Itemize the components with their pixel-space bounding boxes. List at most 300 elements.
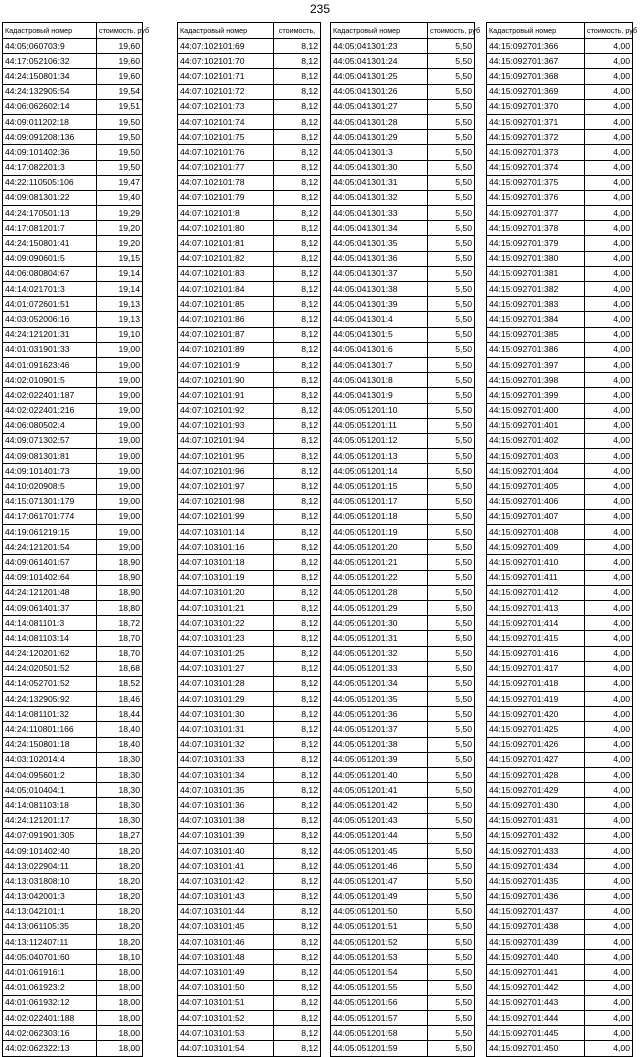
- table-row: [3, 327, 143, 342]
- cadastral-number-cell: 44:07:103101:54: [178, 1041, 274, 1056]
- cadastral-number-cell: 44:05:051201:56: [331, 995, 428, 1010]
- cost-cell: 8,12: [274, 342, 321, 357]
- table-row: [331, 676, 475, 691]
- cost-cell: 4,00: [585, 525, 633, 540]
- cost-cell: 5,50: [428, 661, 475, 676]
- table-row: [3, 130, 143, 145]
- table-row: [487, 646, 633, 661]
- table-row: [331, 509, 475, 524]
- cost-cell: 5,50: [428, 464, 475, 479]
- cadastral-number-cell: 44:05:051201:39: [331, 752, 428, 767]
- cadastral-number-cell: 44:07:103101:43: [178, 889, 274, 904]
- cadastral-number-cell: 44:02:010901:5: [3, 373, 97, 388]
- table-row: [178, 1011, 321, 1026]
- cadastral-number-cell: 44:05:051201:10: [331, 403, 428, 418]
- cost-cell: 4,00: [585, 768, 633, 783]
- cadastral-number-cell: 44:05:041301:38: [331, 282, 428, 297]
- table-row: [331, 828, 475, 843]
- cost-cell: 18,20: [97, 904, 143, 919]
- cost-cell: 4,00: [585, 904, 633, 919]
- cadastral-number-cell: 44:07:091901:305: [3, 828, 97, 843]
- table-row: [331, 130, 475, 145]
- cadastral-number-cell: 44:07:103101:29: [178, 692, 274, 707]
- cost-cell: 19,00: [97, 494, 143, 509]
- table-row: [487, 707, 633, 722]
- cadastral-number-cell: 44:15:092701:376: [487, 190, 585, 205]
- cadastral-number-cell: 44:15:092701:380: [487, 251, 585, 266]
- cost-cell: 5,50: [428, 874, 475, 889]
- table-row: [3, 722, 143, 737]
- cadastral-number-cell: 44:05:051201:57: [331, 1011, 428, 1026]
- cost-cell: 18,90: [97, 570, 143, 585]
- table-row: [331, 919, 475, 934]
- cost-cell: 5,50: [428, 737, 475, 752]
- cadastral-number-cell: 44:14:081101:32: [3, 707, 97, 722]
- cost-cell: 18,00: [97, 995, 143, 1010]
- cadastral-number-cell: 44:24:121201:31: [3, 327, 97, 342]
- table-row: [487, 525, 633, 540]
- table-row: [178, 206, 321, 221]
- cadastral-number-cell: 44:07:103101:28: [178, 676, 274, 691]
- cadastral-number-cell: 44:07:103101:49: [178, 965, 274, 980]
- cadastral-number-cell: 44:07:103101:27: [178, 661, 274, 676]
- cost-cell: 19,13: [97, 297, 143, 312]
- cost-cell: 18,30: [97, 783, 143, 798]
- cost-cell: 4,00: [585, 828, 633, 843]
- table-row: [487, 297, 633, 312]
- cost-cell: 8,12: [274, 251, 321, 266]
- table-row: [3, 859, 143, 874]
- cadastral-number-cell: 44:17:052106:32: [3, 54, 97, 69]
- cadastral-table-3: [330, 22, 481, 1057]
- table-row: [3, 479, 143, 494]
- table-row: [3, 889, 143, 904]
- cadastral-number-cell: 44:07:102101:91: [178, 388, 274, 403]
- table-row: [487, 874, 633, 889]
- cost-cell: 5,50: [428, 282, 475, 297]
- table-row: [3, 555, 143, 570]
- cadastral-number-cell: 44:15:092701:405: [487, 479, 585, 494]
- cadastral-number-cell: 44:14:052701:52: [3, 676, 97, 691]
- table-row: [487, 114, 633, 129]
- cadastral-number-cell: 44:05:051201:41: [331, 783, 428, 798]
- table-row: [331, 661, 475, 676]
- cadastral-number-cell: 44:05:041301:39: [331, 297, 428, 312]
- cadastral-number-cell: 44:05:051201:54: [331, 965, 428, 980]
- cadastral-number-cell: 44:07:102101:89: [178, 342, 274, 357]
- cadastral-number-cell: 44:05:051201:29: [331, 600, 428, 615]
- cost-cell: 8,12: [274, 357, 321, 372]
- table-row: [331, 859, 475, 874]
- table-row: [331, 768, 475, 783]
- cost-cell: 8,12: [274, 99, 321, 114]
- cadastral-number-cell: 44:15:092701:414: [487, 616, 585, 631]
- cadastral-number-cell: 44:13:042001:3: [3, 889, 97, 904]
- cadastral-number-cell: 44:15:092701:402: [487, 433, 585, 448]
- table-row: [3, 1041, 143, 1056]
- table-row: [3, 114, 143, 129]
- cadastral-number-cell: 44:05:051201:13: [331, 449, 428, 464]
- table-row: [331, 145, 475, 160]
- table-row: [331, 54, 475, 69]
- table-row: [178, 980, 321, 995]
- cadastral-number-cell: 44:15:092701:372: [487, 130, 585, 145]
- table-row: [487, 722, 633, 737]
- cost-cell: 18,80: [97, 600, 143, 615]
- cadastral-number-cell: 44:05:051201:55: [331, 980, 428, 995]
- cost-cell: 5,50: [428, 449, 475, 464]
- table-row: [178, 388, 321, 403]
- cost-cell: 18,30: [97, 813, 143, 828]
- cadastral-number-cell: 44:05:041301:31: [331, 175, 428, 190]
- cadastral-number-cell: 44:05:041301:3: [331, 145, 428, 160]
- table-row: [3, 995, 143, 1010]
- cost-cell: 4,00: [585, 555, 633, 570]
- cadastral-number-cell: 44:05:051201:44: [331, 828, 428, 843]
- cost-cell: 18,20: [97, 874, 143, 889]
- cost-cell: 4,00: [585, 935, 633, 950]
- table-row: [331, 464, 475, 479]
- cost-cell: 19,00: [97, 540, 143, 555]
- table-row: [178, 433, 321, 448]
- cost-cell: 5,50: [428, 494, 475, 509]
- cadastral-table-4: [486, 22, 638, 1057]
- cost-cell: 4,00: [585, 509, 633, 524]
- table-row: [487, 342, 633, 357]
- cadastral-number-cell: 44:01:031901:33: [3, 342, 97, 357]
- cadastral-number-cell: 44:15:071301:179: [3, 494, 97, 509]
- cadastral-number-cell: 44:02:022401:188: [3, 1011, 97, 1026]
- table-row: [178, 1041, 321, 1056]
- cadastral-number-cell: 44:07:102101:70: [178, 54, 274, 69]
- cadastral-number-cell: 44:07:103101:45: [178, 919, 274, 934]
- cadastral-number-cell: 44:05:041301:28: [331, 114, 428, 129]
- cost-cell: 8,12: [274, 39, 321, 54]
- table-row: [3, 843, 143, 858]
- table-row: [3, 373, 143, 388]
- cadastral-number-cell: 44:05:051201:36: [331, 707, 428, 722]
- cost-cell: 4,00: [585, 373, 633, 388]
- cadastral-number-cell: 44:09:091208:136: [3, 130, 97, 145]
- cadastral-number-cell: 44:09:101402:64: [3, 570, 97, 585]
- table-row: [487, 84, 633, 99]
- table-row: [487, 433, 633, 448]
- table-row: [178, 266, 321, 281]
- cost-cell: 8,12: [274, 798, 321, 813]
- cost-cell: 5,50: [428, 509, 475, 524]
- table-row: [178, 221, 321, 236]
- cost-cell: 4,00: [585, 616, 633, 631]
- table-row: [487, 616, 633, 631]
- cadastral-number-cell: 44:09:071302:57: [3, 433, 97, 448]
- table-row: [178, 859, 321, 874]
- cadastral-number-cell: 44:07:102101:72: [178, 84, 274, 99]
- table-row: [3, 980, 143, 995]
- cadastral-number-cell: 44:15:092701:371: [487, 114, 585, 129]
- cost-cell: 5,50: [428, 752, 475, 767]
- table-row: [331, 965, 475, 980]
- table-row: [331, 813, 475, 828]
- table-row: [331, 479, 475, 494]
- cost-cell: 4,00: [585, 145, 633, 160]
- cost-cell: 4,00: [585, 418, 633, 433]
- cadastral-number-cell: 44:15:092701:444: [487, 1011, 585, 1026]
- cost-cell: 5,50: [428, 600, 475, 615]
- table-row: [3, 342, 143, 357]
- cost-cell: 8,12: [274, 828, 321, 843]
- cadastral-number-cell: 44:05:051201:18: [331, 509, 428, 524]
- column-header-cadastral-number: Кадастровый номер: [3, 23, 97, 39]
- table-row: [3, 676, 143, 691]
- cadastral-number-cell: 44:07:103101:19: [178, 570, 274, 585]
- cadastral-number-cell: 44:14:081101:3: [3, 616, 97, 631]
- cadastral-number-cell: 44:15:092701:400: [487, 403, 585, 418]
- cost-cell: 18,52: [97, 676, 143, 691]
- cost-cell: 4,00: [585, 403, 633, 418]
- cadastral-number-cell: 44:07:102101:87: [178, 327, 274, 342]
- cost-cell: 18,20: [97, 935, 143, 950]
- table-row: [178, 509, 321, 524]
- cadastral-number-cell: 44:15:092701:425: [487, 722, 585, 737]
- table-row: [487, 494, 633, 509]
- table-row: [331, 889, 475, 904]
- cadastral-number-cell: 44:15:092701:399: [487, 388, 585, 403]
- cadastral-number-cell: 44:24:132905:92: [3, 692, 97, 707]
- cost-cell: 8,12: [274, 160, 321, 175]
- cost-cell: 4,00: [585, 919, 633, 934]
- table-row: [331, 692, 475, 707]
- table-row: [331, 39, 475, 54]
- table-row: [3, 403, 143, 418]
- cost-cell: 8,12: [274, 206, 321, 221]
- table-row: [487, 783, 633, 798]
- table-row: [331, 1011, 475, 1026]
- cadastral-number-cell: 44:05:051201:58: [331, 1026, 428, 1041]
- table-row: [178, 282, 321, 297]
- table-row: [331, 494, 475, 509]
- cadastral-number-cell: 44:15:092701:430: [487, 798, 585, 813]
- cost-cell: 8,12: [274, 54, 321, 69]
- table-row: [487, 950, 633, 965]
- table-row: [487, 236, 633, 251]
- cost-cell: 4,00: [585, 692, 633, 707]
- cadastral-number-cell: 44:15:092701:381: [487, 266, 585, 281]
- cost-cell: 5,50: [428, 357, 475, 372]
- cost-cell: 8,12: [274, 221, 321, 236]
- table-row: [3, 600, 143, 615]
- cadastral-number-cell: 44:15:092701:412: [487, 585, 585, 600]
- table-row: [487, 843, 633, 858]
- cost-cell: 8,12: [274, 555, 321, 570]
- table-row: [487, 327, 633, 342]
- table-row: [3, 798, 143, 813]
- cost-cell: 5,50: [428, 1041, 475, 1056]
- cadastral-number-cell: 44:05:051201:20: [331, 540, 428, 555]
- cost-cell: 18,20: [97, 843, 143, 858]
- cost-cell: 18,00: [97, 980, 143, 995]
- cost-cell: 18,90: [97, 585, 143, 600]
- cadastral-number-cell: 44:15:092701:383: [487, 297, 585, 312]
- cadastral-number-cell: 44:02:022401:216: [3, 403, 97, 418]
- cadastral-number-cell: 44:15:092701:431: [487, 813, 585, 828]
- cadastral-number-cell: 44:07:102101:86: [178, 312, 274, 327]
- cost-cell: 18,27: [97, 828, 143, 843]
- cost-cell: 8,12: [274, 1026, 321, 1041]
- cost-cell: 19,47: [97, 175, 143, 190]
- cadastral-number-cell: 44:03:102014:4: [3, 752, 97, 767]
- cost-cell: 18,30: [97, 752, 143, 767]
- cost-cell: 4,00: [585, 266, 633, 281]
- cost-cell: 8,12: [274, 722, 321, 737]
- cadastral-number-cell: 44:07:102101:90: [178, 373, 274, 388]
- cost-cell: 4,00: [585, 221, 633, 236]
- cadastral-number-cell: 44:15:092701:397: [487, 357, 585, 372]
- table-row: [487, 403, 633, 418]
- table-row: [331, 707, 475, 722]
- cadastral-number-cell: 44:15:092701:426: [487, 737, 585, 752]
- table-header-row: [331, 23, 475, 39]
- cadastral-number-cell: 44:07:102101:84: [178, 282, 274, 297]
- table-row: [178, 84, 321, 99]
- cadastral-number-cell: 44:15:092701:436: [487, 889, 585, 904]
- cost-cell: 8,12: [274, 479, 321, 494]
- cadastral-number-cell: 44:15:092701:367: [487, 54, 585, 69]
- cadastral-number-cell: 44:01:061916:1: [3, 965, 97, 980]
- cost-cell: 19,51: [97, 99, 143, 114]
- table-row: [331, 312, 475, 327]
- table-row: [3, 418, 143, 433]
- cost-cell: 19,00: [97, 418, 143, 433]
- cadastral-number-cell: 44:15:092701:385: [487, 327, 585, 342]
- table-row: [3, 297, 143, 312]
- table-row: [487, 813, 633, 828]
- cost-cell: 5,50: [428, 995, 475, 1010]
- table-row: [3, 357, 143, 372]
- table-row: [487, 1041, 633, 1056]
- table-row: [487, 69, 633, 84]
- cadastral-number-cell: 44:01:072601:51: [3, 297, 97, 312]
- cadastral-number-cell: 44:05:051201:38: [331, 737, 428, 752]
- cost-cell: 19,29: [97, 206, 143, 221]
- cadastral-number-cell: 44:10:020908:5: [3, 479, 97, 494]
- cadastral-number-cell: 44:24:150801:41: [3, 236, 97, 251]
- table-row: [178, 449, 321, 464]
- cadastral-number-cell: 44:15:092701:413: [487, 600, 585, 615]
- table-row: [178, 737, 321, 752]
- table-row: [178, 1026, 321, 1041]
- cost-cell: 5,50: [428, 813, 475, 828]
- cadastral-number-cell: 44:07:102101:98: [178, 494, 274, 509]
- table-row: [331, 935, 475, 950]
- cadastral-number-cell: 44:07:103101:32: [178, 737, 274, 752]
- table-row: [331, 555, 475, 570]
- table-row: [331, 297, 475, 312]
- cadastral-number-cell: 44:07:103101:44: [178, 904, 274, 919]
- cost-cell: 5,50: [428, 206, 475, 221]
- table-row: [3, 768, 143, 783]
- table-row: [487, 585, 633, 600]
- cost-cell: 5,50: [428, 904, 475, 919]
- cadastral-number-cell: 44:09:061401:57: [3, 555, 97, 570]
- cadastral-number-cell: 44:05:010404:1: [3, 783, 97, 798]
- cost-cell: 4,00: [585, 160, 633, 175]
- cadastral-number-cell: 44:07:102101:77: [178, 160, 274, 175]
- cost-cell: 4,00: [585, 965, 633, 980]
- cadastral-number-cell: 44:05:051201:28: [331, 585, 428, 600]
- table-row: [178, 342, 321, 357]
- table-row: [178, 69, 321, 84]
- cadastral-number-cell: 44:13:042101:1: [3, 904, 97, 919]
- cadastral-number-cell: 44:05:041301:36: [331, 251, 428, 266]
- table-row: [178, 130, 321, 145]
- cost-cell: 19,00: [97, 509, 143, 524]
- cadastral-number-cell: 44:22:110505:106: [3, 175, 97, 190]
- cost-cell: 19,00: [97, 403, 143, 418]
- cost-cell: 4,00: [585, 494, 633, 509]
- cost-cell: 18,00: [97, 965, 143, 980]
- cadastral-number-cell: 44:15:092701:435: [487, 874, 585, 889]
- cadastral-number-cell: 44:07:103101:50: [178, 980, 274, 995]
- table-row: [3, 433, 143, 448]
- cadastral-number-cell: 44:05:051201:42: [331, 798, 428, 813]
- cadastral-number-cell: 44:07:102101:76: [178, 145, 274, 160]
- table-row: [331, 737, 475, 752]
- cadastral-number-cell: 44:05:051201:52: [331, 935, 428, 950]
- table-row: [331, 114, 475, 129]
- table-row: [178, 631, 321, 646]
- cadastral-number-cell: 44:15:092701:378: [487, 221, 585, 236]
- cost-cell: 19,60: [97, 39, 143, 54]
- cost-cell: 8,12: [274, 783, 321, 798]
- cost-cell: 8,12: [274, 616, 321, 631]
- cadastral-number-cell: 44:15:092701:439: [487, 935, 585, 950]
- cadastral-number-cell: 44:01:061932:12: [3, 995, 97, 1010]
- cost-cell: 18,30: [97, 768, 143, 783]
- cadastral-number-cell: 44:09:011202:18: [3, 114, 97, 129]
- table-row: [331, 585, 475, 600]
- cadastral-number-cell: 44:07:103101:38: [178, 813, 274, 828]
- table-row: [487, 935, 633, 950]
- column-header-cost: стоимость,: [274, 23, 321, 39]
- cost-cell: 4,00: [585, 84, 633, 99]
- cadastral-number-cell: 44:15:092701:429: [487, 783, 585, 798]
- cadastral-number-cell: 44:05:051201:12: [331, 433, 428, 448]
- cadastral-number-cell: 44:06:080502:4: [3, 418, 97, 433]
- cost-cell: 18,20: [97, 919, 143, 934]
- table-row: [487, 737, 633, 752]
- cost-cell: 19,10: [97, 327, 143, 342]
- table-row: [487, 919, 633, 934]
- table-row: [3, 266, 143, 281]
- cadastral-number-cell: 44:15:092701:433: [487, 843, 585, 858]
- table-header-row: [3, 23, 143, 39]
- table-row: [3, 175, 143, 190]
- table-row: [487, 464, 633, 479]
- cost-cell: 5,50: [428, 373, 475, 388]
- cadastral-number-cell: 44:05:051201:40: [331, 768, 428, 783]
- cadastral-number-cell: 44:07:102101:75: [178, 130, 274, 145]
- cadastral-number-cell: 44:24:121201:17: [3, 813, 97, 828]
- cost-cell: 19,50: [97, 145, 143, 160]
- cost-cell: 8,12: [274, 904, 321, 919]
- cost-cell: 18,00: [97, 1041, 143, 1056]
- table-row: [487, 175, 633, 190]
- cadastral-number-cell: 44:15:092701:434: [487, 859, 585, 874]
- cadastral-number-cell: 44:15:092701:407: [487, 509, 585, 524]
- cost-cell: 8,12: [274, 935, 321, 950]
- cost-cell: 19,50: [97, 114, 143, 129]
- table-row: [178, 798, 321, 813]
